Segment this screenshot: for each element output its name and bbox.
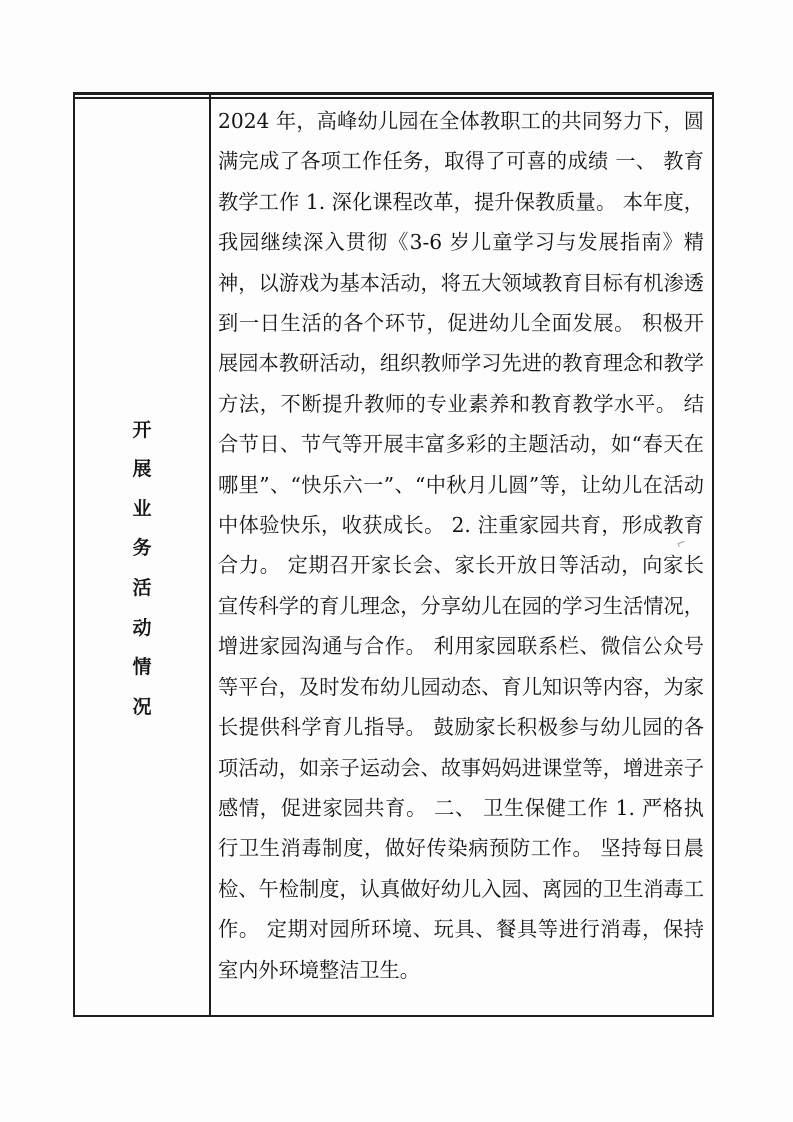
row-label-cell (74, 98, 210, 1016)
report-form-table (73, 92, 714, 1017)
activity-description: 2024 年，高峰幼儿园在全体教职工的共同努力下，圆满完成了各项工作任务，取得了可喜的成绩 一、 教育教学工作 1. 深化课程改革，提升保教质量。 本年度，我园继续深入贯彻《3-6 岁儿童学习与发展指南》精神，以游戏为基本活动，将五大领域教育目标有机渗透到一日生活的各个环节，促进幼儿全面发展。 积极开展园本教研活动，组织教师学习先进的教育理念和教学方法，不断提升教师的专业素养和教育教学水平。 结合节日、节气等开展丰富多彩的主题活动，如“春天在哪里”、“快乐六一”、“中秋月儿圆”等，让幼儿在活动中体验快乐，收获成长。 2. 注重家园共育，形成教育合力。 定期召开家长会、家长开放日等活动，向家长宣传科学的育儿理念，分享幼儿在园的学习生活情况，增进家园沟通与合作。 利用家园联系栏、微信公众号等平台，及时发布幼儿园动态、育儿知识等内容，为家长提供科学育儿指导。 鼓励家长积极参与幼儿园的各项活动，如亲子运动会、故事妈妈进课堂等，增进亲子感情，促进家园共育。 二、 卫生保健工作 1. 严格执行卫生消毒制度，做好传染病预防工作。 坚持每日晨检、午检制度，认真做好幼儿入园、离园的卫生消毒工作。 定期对园所环境、玩具、餐具等进行消毒，保持室内外环境整洁卫生。 (218, 109, 704, 982)
row-content-cell (210, 98, 713, 1016)
table-row (74, 98, 713, 1016)
row-label: 开展业务活动情况 (132, 418, 152, 718)
